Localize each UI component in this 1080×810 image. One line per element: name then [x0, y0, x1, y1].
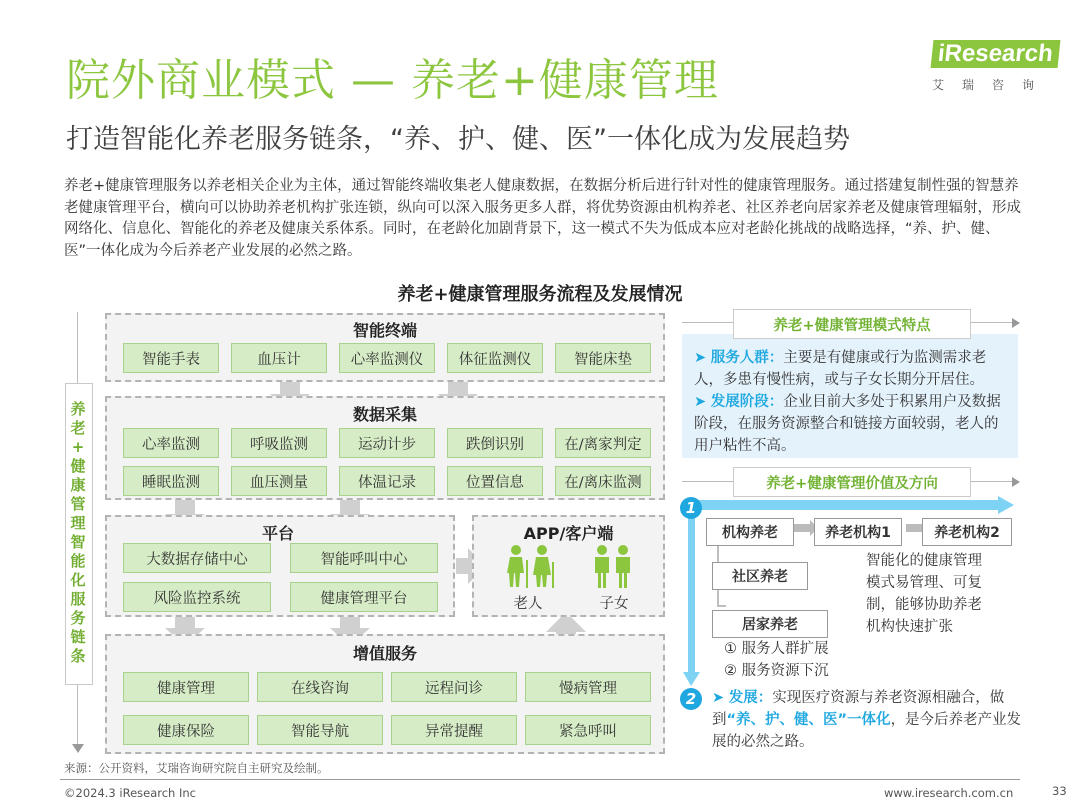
value-added-title: 增值服务: [352, 644, 417, 663]
collection-title: 数据采集: [352, 405, 417, 424]
development-text-2: ，是今后养老产业发展的必然之路。: [712, 712, 1022, 750]
logo-subtext: 艾瑞咨询: [932, 78, 1053, 92]
development-text-1: 实现医疗资源与养老资源相融合，做到: [712, 690, 1005, 728]
features-item-1-label: 服务人群：: [710, 350, 784, 366]
terminals-title: 智能终端: [352, 321, 417, 340]
value-point-1: ① 服务人群扩展: [724, 641, 829, 657]
page-subtitle: 打造智能化养老服务链条，“养、护、健、医”一体化成为发展趋势: [66, 124, 850, 155]
chip-collection-row1-1: 呼吸监测: [231, 428, 327, 458]
app-title: APP/客户端: [523, 524, 614, 543]
home-box: 居家养老: [712, 610, 828, 638]
chip-va-row1-1: 在线咨询: [257, 672, 383, 702]
development-label: 发展：: [728, 690, 773, 706]
features-item-1: ➤ 服务人群：主要是有健康或行为监测需求老人，多患有慢性病，或与子女长期分开居住。: [694, 350, 987, 388]
source-note: 来源：公开资料，艾瑞咨询研究院自主研究及绘制。: [64, 761, 329, 775]
intro-paragraph: 养老+健康管理服务以养老相关企业为主体，通过智能终端收集老人健康数据，在数据分析后进行针对性的健康管理服务。通过搭建复制性强的智慧养老健康管理平台，横向可以协助养老机构扩张连锁，纵向可以深入服务更多人群，将优势资源由机构养老、社区养老向居家养老及健康管理辐射，形成网络化、信息化、智能化的养老及健康关系体系。同时，在老龄化加剧背景下，这一模式不失为低成本应对老龄化挑战的战略选择，“养、护、健、医”一体化成为今后养老产业发展的必然之路。: [64, 178, 1021, 259]
children-icon: [592, 544, 634, 590]
elder-label: 老人: [513, 596, 543, 612]
chip-va-row2-1: 智能导航: [257, 715, 383, 745]
elderly-couple-icon: [500, 544, 560, 590]
value-title: 养老+健康管理价值及方向: [733, 467, 971, 497]
platform-item-1: 智能呼叫中心: [290, 543, 438, 573]
community-box: 社区养老: [712, 562, 808, 590]
step-1-badge: 1: [680, 497, 702, 519]
features-item-2-label: 发展阶段：: [710, 394, 784, 410]
development-highlight: “养、护、健、医”一体化: [726, 712, 891, 728]
org-box-1: 机构养老: [706, 518, 794, 546]
development-text: ➤ 发展：实现医疗资源与养老资源相融合，做到“养、护、健、医”一体化，是今后养老产业发展的必然之路。: [712, 690, 1022, 750]
org-box-3: 养老机构2: [922, 518, 1012, 546]
features-item-2: ➤ 发展阶段：企业目前大多处于积累用户及数据阶段，在服务资源整合和链接方面较弱，老人的用户粘性不高。: [694, 394, 1001, 454]
diagram-title: 养老+健康管理服务流程及发展情况: [397, 284, 683, 305]
features-item-1-text: 主要是有健康或行为监测需求老人，多患有慢性病，或与子女长期分开居住。: [694, 350, 987, 388]
rule-arrow-icon: [1012, 318, 1020, 328]
child-label: 子女: [599, 596, 629, 612]
chip-va-row2-3: 紧急呼叫: [525, 715, 651, 745]
chip-collection-row2-2: 体温记录: [339, 466, 435, 496]
org-box-2: 养老机构1: [814, 518, 902, 546]
logo-wordmark: iResearch: [931, 40, 1061, 68]
value-point-2: ② 服务资源下沉: [724, 663, 829, 679]
chip-collection-row1-3: 跌倒识别: [447, 428, 543, 458]
platform-item-0: 大数据存储中心: [123, 543, 271, 573]
chain-label: 养 老 + 健 康 管 理 智 能 化 服 务 链 条: [70, 400, 86, 665]
value-description: 智能化的健康管理模式易管理、可复制，能够协助养老机构快速扩张: [866, 553, 982, 635]
step-2-badge: 2: [680, 688, 702, 710]
chip-collection-row2-4: 在/离床监测: [555, 466, 651, 496]
chip-terminals-row-4: 智能床垫: [555, 343, 651, 373]
chip-collection-row1-2: 运动计步: [339, 428, 435, 458]
chip-collection-row2-3: 位置信息: [447, 466, 543, 496]
chip-va-row2-2: 异常提醒: [391, 715, 517, 745]
chip-collection-row1-0: 心率监测: [123, 428, 219, 458]
chip-terminals-row-0: 智能手表: [123, 343, 219, 373]
chip-collection-row2-0: 睡眠监测: [123, 466, 219, 496]
platform-item-2: 风险监控系统: [123, 582, 271, 612]
website-link[interactable]: www.iresearch.com.cn: [884, 786, 1014, 800]
chip-va-row1-3: 慢病管理: [525, 672, 651, 702]
chip-terminals-row-3: 体征监测仪: [447, 343, 543, 373]
copyright: ©2024.3 iResearch Inc: [64, 786, 196, 800]
chip-collection-row1-4: 在/离家判定: [555, 428, 651, 458]
chip-va-row2-0: 健康保险: [123, 715, 249, 745]
chip-collection-row2-1: 血压测量: [231, 466, 327, 496]
rule-arrow-icon: [1012, 477, 1020, 487]
features-item-2-text: 企业目前大多处于积累用户及数据阶段，在服务资源整合和链接方面较弱，老人的用户粘性不高。: [694, 394, 1001, 454]
page-title: 院外商业模式 — 养老+健康管理: [66, 55, 719, 106]
features-title: 养老+健康管理模式特点: [733, 309, 971, 339]
chip-va-row1-0: 健康管理: [123, 672, 249, 702]
page-number: 33: [1052, 784, 1067, 798]
chip-terminals-row-1: 血压计: [231, 343, 327, 373]
platform-title: 平台: [261, 524, 294, 543]
chip-terminals-row-2: 心率监测仪: [339, 343, 435, 373]
platform-item-3: 健康管理平台: [290, 582, 438, 612]
chip-va-row1-2: 远程问诊: [391, 672, 517, 702]
footer-rule: [60, 779, 1020, 780]
